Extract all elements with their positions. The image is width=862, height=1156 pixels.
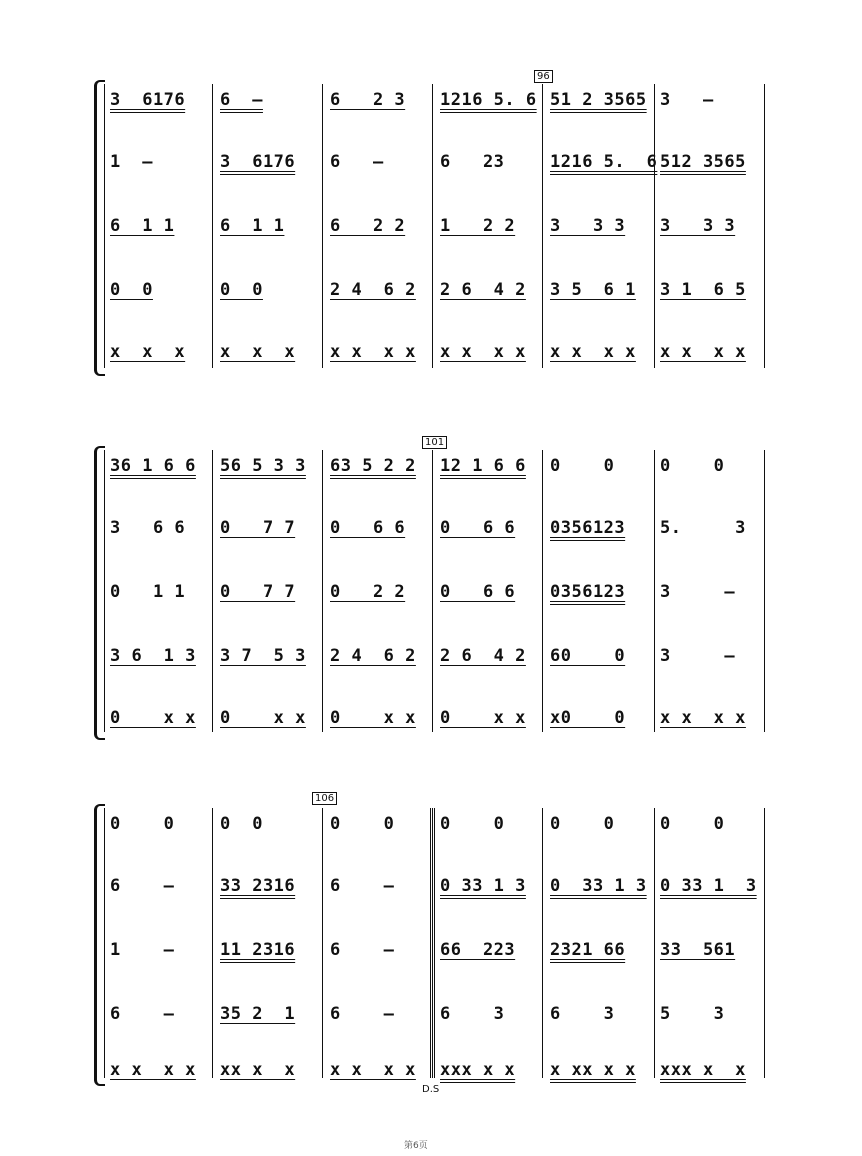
notation-measure: 56 5 3 3 — [220, 456, 306, 476]
notation-measure: 0 x x — [440, 708, 526, 728]
notation-measure: 5 3 — [660, 1004, 725, 1024]
score-system-3 — [0, 804, 862, 1086]
notation-measure: 6 2 2 — [330, 216, 406, 236]
notation-measure: x x x x — [660, 708, 746, 728]
notation-measure: 63 5 2 2 — [330, 456, 416, 476]
notation-measure: 0 7 7 — [220, 582, 296, 602]
notation-measure: 6 1 1 — [220, 216, 285, 236]
notation-measure: 3 – — [660, 582, 736, 602]
barline — [764, 84, 765, 368]
notation-measure: 2 6 4 2 — [440, 280, 526, 300]
barline — [542, 84, 543, 368]
notation-measure: 0 0 — [660, 814, 725, 834]
notation-measure: x x x x — [660, 342, 746, 362]
notation-measure: 3 6176 — [110, 90, 186, 110]
barline — [432, 84, 433, 368]
barline — [764, 450, 765, 732]
notation-measure: 5. 3 — [660, 518, 746, 538]
notation-measure: 0356123 — [550, 518, 626, 538]
notation-measure: 0 0 — [110, 280, 153, 300]
notation-measure: xxx x x — [660, 1060, 746, 1080]
notation-measure: 6 – — [110, 876, 175, 896]
notation-measure: 0 33 1 3 — [550, 876, 647, 896]
notation-measure: 0 0 — [550, 814, 615, 834]
rehearsal-mark-101: 101 — [422, 436, 447, 449]
notation-measure: 6 – — [330, 1004, 395, 1024]
notation-measure: x x x — [110, 342, 186, 362]
notation-measure: 0 6 6 — [440, 518, 516, 538]
notation-measure: 3 1 6 5 — [660, 280, 746, 300]
ds-marking: D.S — [422, 1084, 440, 1095]
notation-measure: 0 x x — [330, 708, 416, 728]
notation-measure: 3 7 5 3 — [220, 646, 306, 666]
notation-measure: 3 3 3 — [550, 216, 626, 236]
rehearsal-mark-96: 96 — [534, 70, 553, 83]
barline — [212, 808, 213, 1078]
notation-measure: 2 4 6 2 — [330, 280, 416, 300]
notation-measure: x x x x — [440, 342, 526, 362]
barline — [542, 808, 543, 1078]
rehearsal-mark-106: 106 — [312, 792, 337, 805]
notation-measure: 0 0 — [440, 814, 505, 834]
notation-measure: 6 – — [330, 940, 395, 960]
notation-measure: 3 6 6 — [110, 518, 186, 538]
notation-measure: 6 3 — [440, 1004, 505, 1024]
notation-measure: x xx x x — [550, 1060, 636, 1080]
notation-measure: x x x x — [110, 1060, 196, 1080]
barline — [432, 450, 433, 732]
notation-measure: 35 2 1 — [220, 1004, 296, 1024]
barline — [322, 84, 323, 368]
notation-measure: 0 1 1 — [110, 582, 186, 602]
notation-measure: 1 – — [110, 940, 175, 960]
notation-measure: 6 23 — [440, 152, 505, 172]
notation-measure: 2321 66 — [550, 940, 626, 960]
notation-measure: 0 0 — [220, 814, 263, 834]
barline — [764, 808, 765, 1078]
notation-measure: 0 7 7 — [220, 518, 296, 538]
notation-measure: 3 – — [660, 646, 736, 666]
notation-measure: 0 2 2 — [330, 582, 406, 602]
notation-measure: 3 – — [660, 90, 714, 110]
notation-measure: 0 0 — [330, 814, 395, 834]
notation-measure: 1216 5. 6 — [440, 90, 537, 110]
barline — [654, 450, 655, 732]
notation-measure: 0 x x — [220, 708, 306, 728]
notation-measure: 60 0 — [550, 646, 626, 666]
notation-measure: 0 33 1 3 — [660, 876, 757, 896]
notation-measure: 0 x x — [110, 708, 196, 728]
notation-measure: x0 0 — [550, 708, 626, 728]
notation-measure: x x x x — [330, 342, 416, 362]
notation-measure: 0356123 — [550, 582, 626, 602]
notation-measure: 6 – — [110, 1004, 175, 1024]
notation-measure: 0 0 — [550, 456, 615, 476]
notation-measure: 6 1 1 — [110, 216, 175, 236]
notation-measure: 2 4 6 2 — [330, 646, 416, 666]
system-start-line — [104, 808, 105, 1078]
barline — [322, 450, 323, 732]
score-system-1 — [0, 80, 862, 376]
notation-measure: 0 6 6 — [330, 518, 406, 538]
notation-measure: 66 223 — [440, 940, 516, 960]
notation-measure: 3 5 6 1 — [550, 280, 636, 300]
notation-measure: 6 3 — [550, 1004, 615, 1024]
system-start-line — [104, 450, 105, 732]
notation-measure: 1 2 2 — [440, 216, 516, 236]
notation-measure: 2 6 4 2 — [440, 646, 526, 666]
barline — [212, 450, 213, 732]
barline — [654, 84, 655, 368]
score-system-2 — [0, 446, 862, 740]
page-number: 第6页 — [404, 1141, 428, 1151]
notation-measure: 3 6176 — [220, 152, 296, 172]
notation-measure: 11 2316 — [220, 940, 296, 960]
barline — [654, 808, 655, 1078]
notation-measure: 12 1 6 6 — [440, 456, 526, 476]
system-start-line — [104, 84, 105, 368]
notation-measure: x x x x — [330, 1060, 416, 1080]
notation-measure: 0 0 — [220, 280, 263, 300]
notation-measure: 1216 5. 6 — [550, 152, 658, 172]
notation-measure: 33 561 — [660, 940, 736, 960]
notation-measure: xxx x x — [440, 1060, 516, 1080]
notation-measure: 51 2 3565 — [550, 90, 647, 110]
notation-measure: 0 6 6 — [440, 582, 516, 602]
notation-measure: 0 0 — [110, 814, 175, 834]
notation-measure: 0 0 — [660, 456, 725, 476]
notation-measure: 6 – — [220, 90, 263, 110]
notation-measure: 512 3565 — [660, 152, 746, 172]
notation-measure: 6 – — [330, 876, 395, 896]
notation-measure: 36 1 6 6 — [110, 456, 196, 476]
barline — [542, 450, 543, 732]
notation-measure: 3 6 1 3 — [110, 646, 196, 666]
barline — [322, 808, 323, 1078]
notation-measure: 3 3 3 — [660, 216, 736, 236]
notation-measure: x x x x — [550, 342, 636, 362]
notation-measure: 6 – — [330, 152, 384, 172]
notation-measure: 1 – — [110, 152, 153, 172]
barline — [212, 84, 213, 368]
notation-measure: x x x — [220, 342, 296, 362]
notation-measure: 0 33 1 3 — [440, 876, 526, 896]
double-barline — [430, 808, 435, 1078]
notation-measure: xx x x — [220, 1060, 296, 1080]
notation-measure: 33 2316 — [220, 876, 296, 896]
notation-measure: 6 2 3 — [330, 90, 406, 110]
